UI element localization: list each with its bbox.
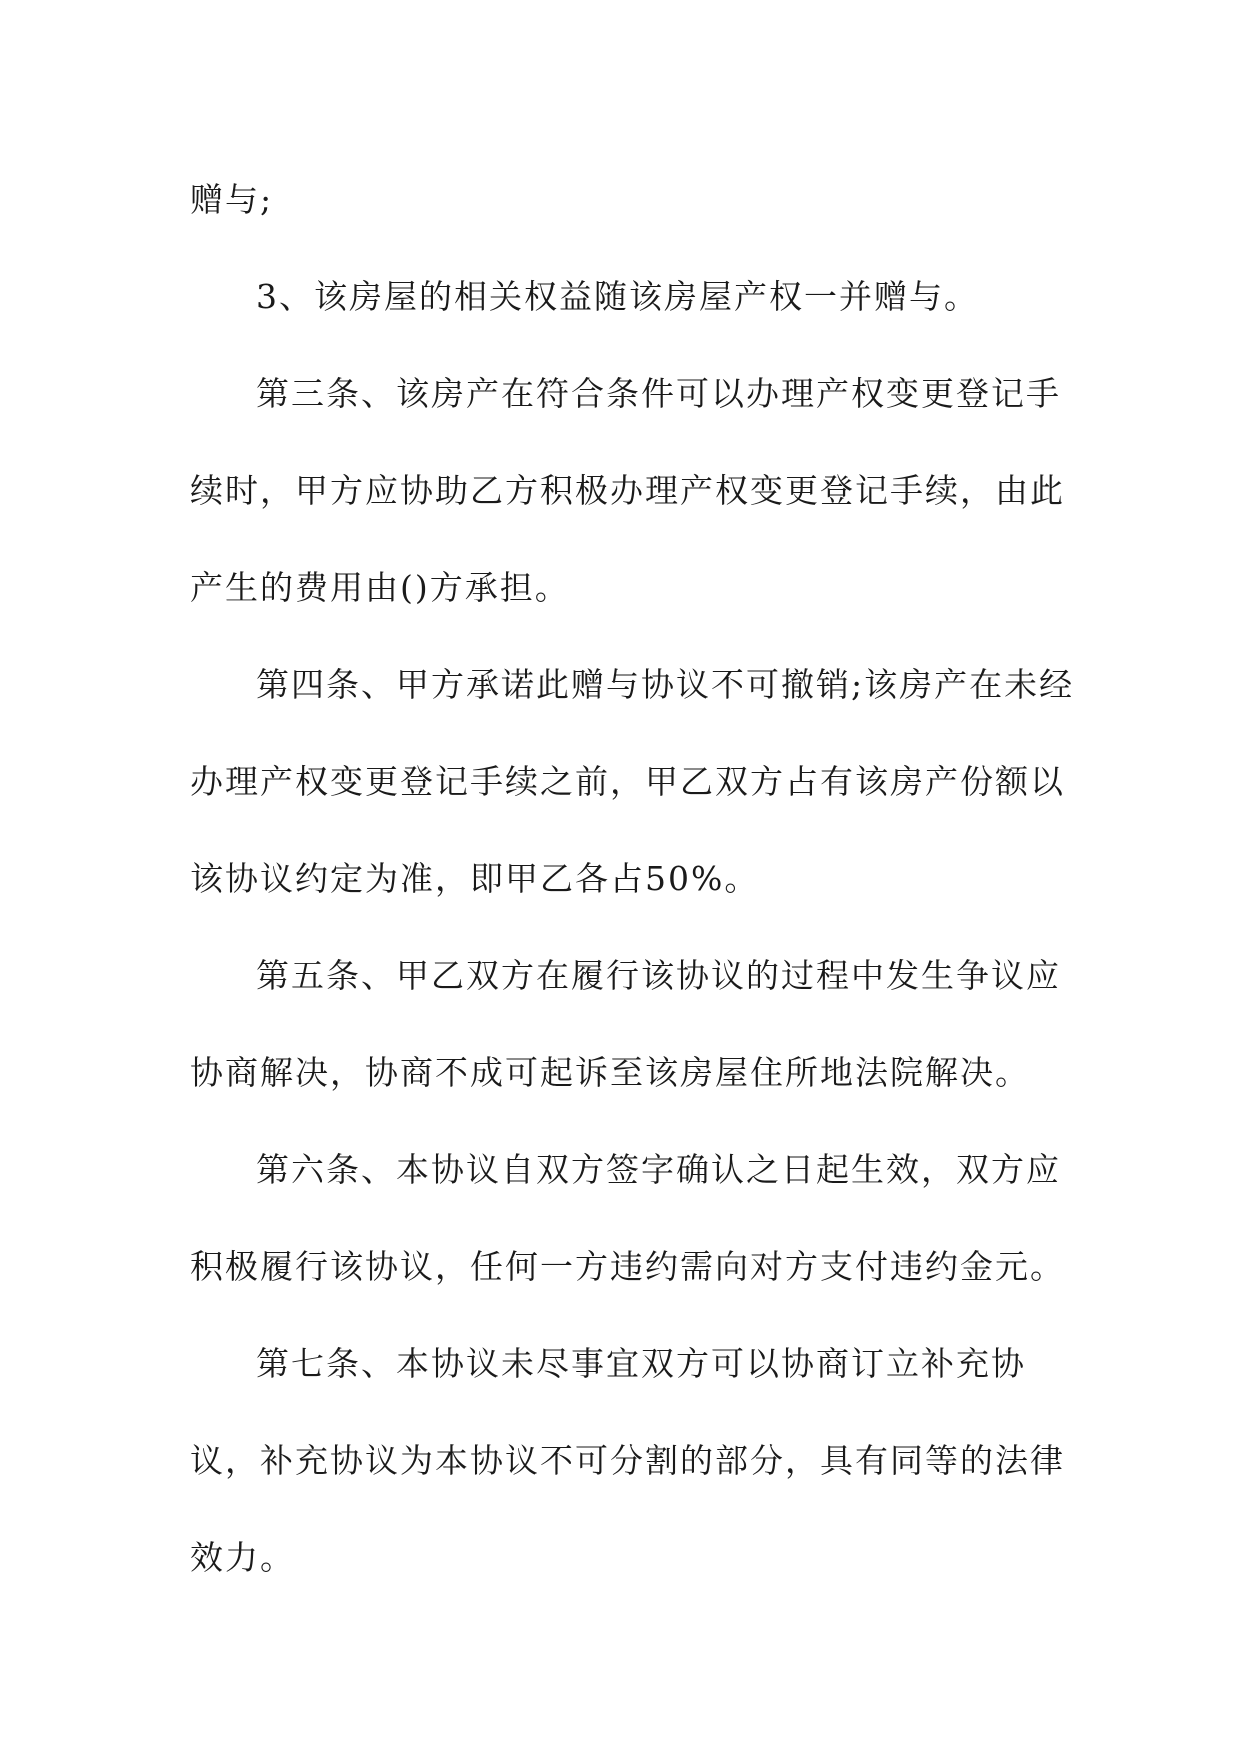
text-line: 办理产权变更登记手续之前，甲乙双方占有该房产份额以	[190, 762, 1065, 801]
text-line: 第五条、甲乙双方在履行该协议的过程中发生争议应	[256, 956, 1061, 995]
text-line: 第四条、甲方承诺此赠与协议不可撤销;该房产在未经	[256, 665, 1075, 704]
text-line: 第六条、本协议自双方签字确认之日起生效，双方应	[256, 1150, 1061, 1189]
text-line: 协商解决，协商不成可起诉至该房屋住所地法院解决。	[190, 1053, 1030, 1092]
text-line: 第三条、该房产在符合条件可以办理产权变更登记手	[256, 374, 1061, 413]
text-line: 效力。	[190, 1538, 295, 1577]
text-line: 赠与;	[190, 180, 274, 219]
text-line: 产生的费用由()方承担。	[190, 568, 570, 607]
text-line: 议，补充协议为本协议不可分割的部分，具有同等的法律	[190, 1441, 1065, 1480]
text-line: 续时，甲方应协助乙方积极办理产权变更登记手续，由此	[190, 471, 1065, 510]
text-line: 3、该房屋的相关权益随该房屋产权一并赠与。	[256, 277, 979, 316]
text-line: 积极履行该协议，任何一方违约需向对方支付违约金元。	[190, 1247, 1065, 1286]
text-line: 第七条、本协议未尽事宜双方可以协商订立补充协	[256, 1344, 1026, 1383]
text-line: 该协议约定为准，即甲乙各占50%。	[190, 859, 760, 898]
